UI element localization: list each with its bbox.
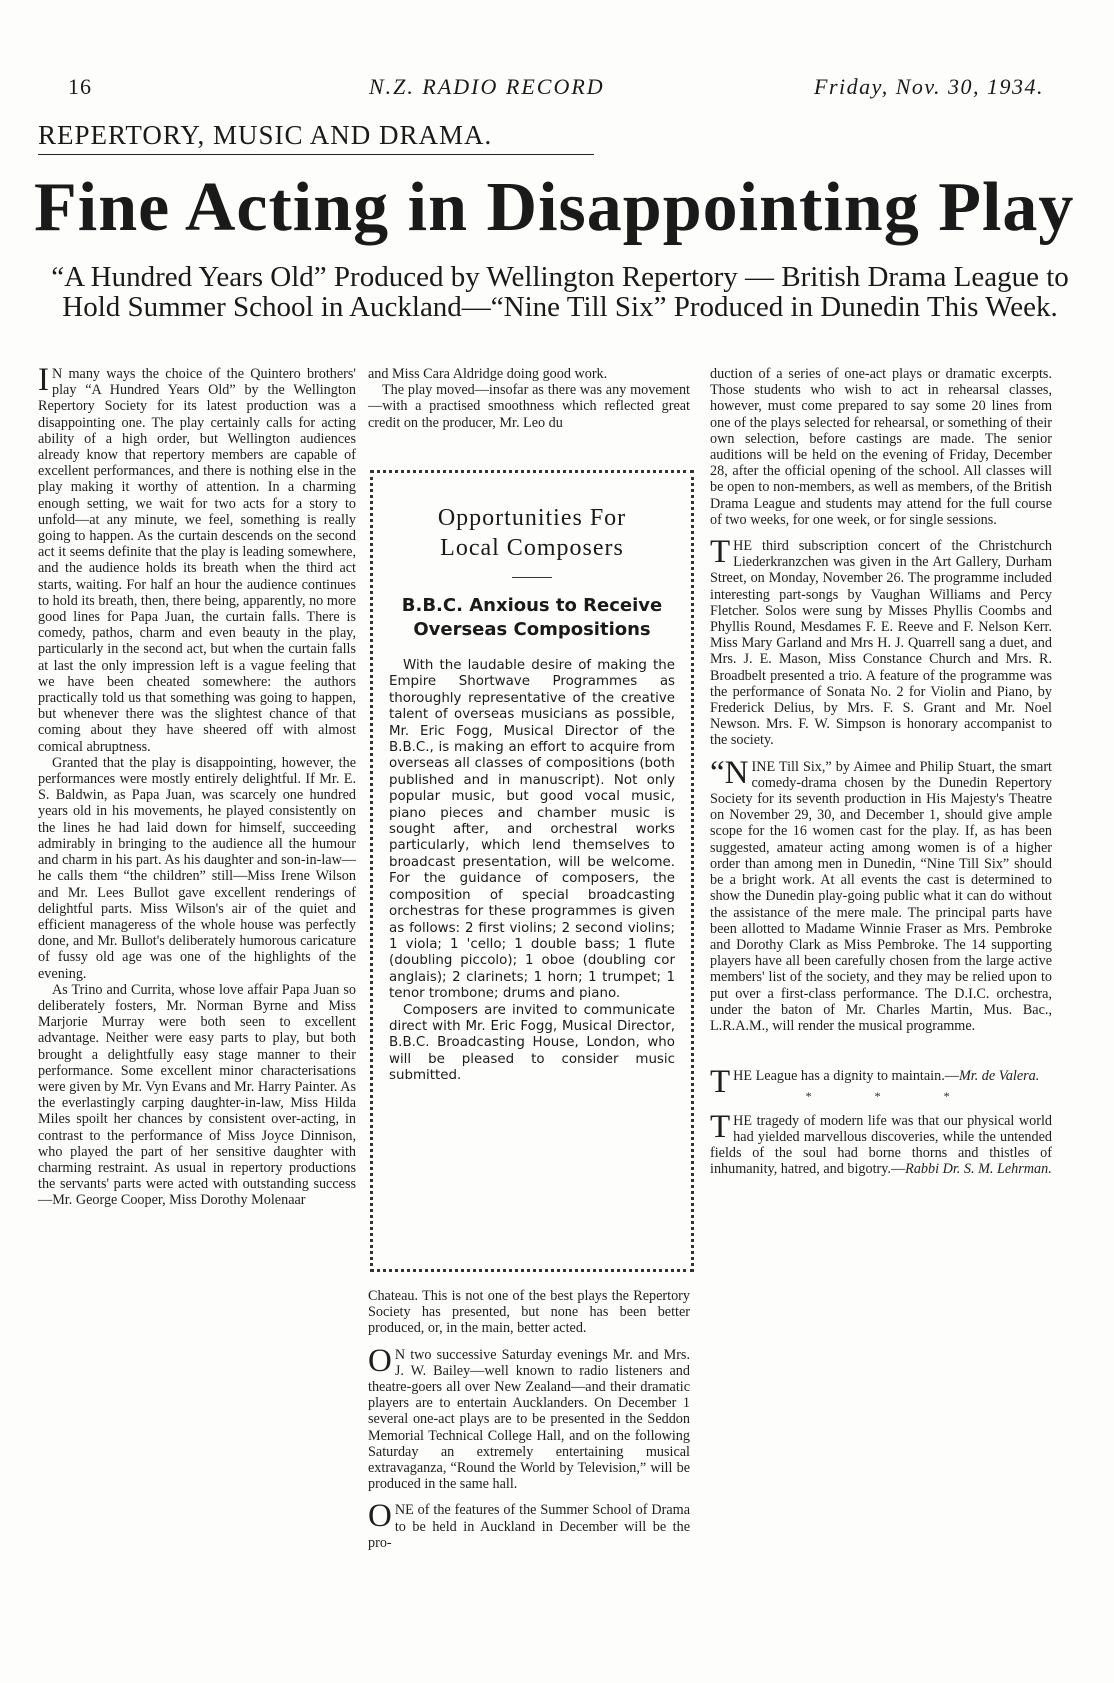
drop-cap: I (38, 362, 49, 398)
article-paragraph: and Miss Cara Aldridge doing good work. (368, 366, 608, 382)
article-paragraph: “NINE Till Six,” by Aimee and Philip Stuart, the smart comedy-drama chosen by the Dunedin Repertory Society for its seventh production in His Majesty's Theatre on November 29, 30, and December 1, should give ample scope for the 16 women cast for the play. If, as has been suggested, amateur acting among women is of a higher order than among men in Dunedin, “Nine Till Six” should be a bright work. At all events the cast is determined to show the Dunedin play-going public what it can do without the assistance of the mere male. The principal parts have been allotted to Madame Winnie Fraser as Mrs. Pembroke and Dorothy Clark as Miss Pembroke. The 14 supporting players have all been carefully chosen from the large active members' list of the society, and they may be relied upon to put over a first-class performance. The D.I.C. orchestra, under the baton of Mr. Charles Martin, Mus. Bac., L.R.A.M., will render the musical programme. (710, 754, 1052, 1034)
quote-paragraph: THE tragedy of modern life was that our physical world had yielded marvellous discoveries, while the untended fields of the soul had borne thorns and thistles of inhumanity, hatred, and bigotry.—Rabbi Dr. S. M. Lehrman. (710, 1108, 1052, 1178)
article-paragraph: O N two successive Saturday evenings Mr. and Mrs. J. W. Bailey—well known to radio listeners and theatre-goers all over New Zealand—and their dramatic players are to entertain Aucklanders. On December 1 several one-act plays are to be presented in the Seddon Memorial Technical College Hall, and on the following Saturday an extremely entertaining musical extravaganza, “Round the World by Television,” will be produced in the same hall. (368, 1342, 690, 1493)
drop-cap: T (710, 534, 731, 571)
column-2-top (368, 366, 690, 431)
article-paragraph: I N many ways the choice of the Quintero brothers' play “A Hundred Years Old” by the Wellington Repertory Society for its latest production was a disappointing one. The play certainly calls for acting ability of a high order, but Wellington audiences already know that repertory members are capable of excellent performances, and there is nothing else in the play making it worthy of attention. In a charming enough setting, we wait for two acts for a story to unfold—at any minute, we feel, something is really going to happen. As the curtain descends on the second act it seems definite that the play is leading somewhere, and the audience holds its breath when the third act starts, waiting. For half an hour the audience continues to hold its breath, then, there being, apparently, no more good lines for Papa Juan, the curtain falls. There is comedy, pathos, charm and even beauty in the play, particularly in the second act, but when the curtain falls at last the only impression left is a vague feeling that we have been cheated somewhere: the authors practically told us that something was going to happen, but whenever there was the slightest chance of that coming about they have sheered off with almost comical abruptness. (38, 362, 356, 755)
column-3 (710, 366, 1052, 1177)
drop-cap: “N (710, 754, 749, 791)
article-paragraph: Chateau. This is not one of the best plays the Repertory Society has presented, but none has been better produced, or, in the main, better acted. (368, 1288, 690, 1337)
box-body (389, 658, 675, 1085)
article-paragraph: Granted that the play is disappointing, however, the performances were mostly entirely delightful. If Mr. E. S. Baldwin, as Papa Juan, was scarcely one hundred years old in his movements, he played consistently on the lines he had laid down for himself, succeeding admirably in bringing to the audience all the humour and charm in his part. As his daughter and son-in-law—he calls them “the children” still—Miss Irene Wilson and Mr. Lees Bullot gave excellent renderings of delightful parts. Miss Wilson's air of the quiet and efficient manageress of the whole house was perfectly done, and Mr. Bullot's deliberately humorous caricature of fussy old age was one of the highlights of the evening. (38, 754, 356, 982)
box-paragraph: Composers are invited to communicate direct with Mr. Eric Fogg, Musical Director, B.B.C. Broadcasting House, London, who will be pleased to consider music submitted. (389, 1002, 675, 1084)
section-heading: REPERTORY, MUSIC AND DRAMA. (38, 120, 493, 150)
quote-attribution: Mr. de Valera. (958, 1068, 1040, 1085)
drop-cap: T (710, 1108, 731, 1145)
box-subtitle: B.B.C. Anxious to Receive Overseas Compositions (401, 595, 663, 640)
column-2-bottom (368, 1288, 690, 1551)
column-1 (38, 362, 356, 1209)
article-paragraph: duction of a series of one-act plays or dramatic excerpts. Those students who wish to act in rehearsal classes, however, must come prepared to say some 20 lines from one of the plays selected for rehearsal, or something of their own selection, before castings are made. The senior auditions will be held on the evening of Friday, December 28, after the official opening of the school. All classes will be open to non-members, as well as members, of the British Drama League and students may attend for the full course of two weeks, for one week, or for single sessions. (710, 366, 1052, 528)
subheadline: “A Hundred Years Old” Produced by Wellington Repertory — British Drama League to Hold Summer School in Auckland—“Nine Till Six” Produced in Dunedin This Week. (51, 261, 1069, 323)
box-title: Opportunities For Local Composers (437, 505, 627, 561)
section-rule (38, 154, 594, 155)
headline: Fine Acting in Disappointing Play (34, 169, 1075, 246)
page-number: 16 (68, 74, 92, 99)
composers-box (370, 470, 694, 1272)
drop-cap: O (368, 1498, 392, 1535)
drop-cap: T (710, 1064, 731, 1101)
page-header (64, 74, 1044, 108)
quote-paragraph: THE League has a dignity to maintain.—Mr. de Valera. (710, 1064, 1040, 1101)
drop-cap: O (368, 1342, 392, 1379)
article-paragraph: As Trino and Currita, whose love affair Papa Juan so deliberately fosters, Mr. Norman Byrne and Miss Marjorie Murray were both seen to excellent advantage. Neither were easy parts to play, but both brought a delightfully easy stage manner to their performance. Some excellent minor characterisations were given by Mr. Vyn Evans and Mr. Harry Painter. As the everlastingly carping daughter-in-law, Miss Hilda Miles spoilt her chances by consistent over-acting, in contrast to the performance of Miss Joyce Dinnison, who played the part of her sensitive daughter with charming restraint. As usual in repertory productions the servants' parts were acted with outstanding success—Mr. George Cooper, Miss Dorothy Molenaar (38, 981, 356, 1209)
article-paragraph: THE third subscription concert of the Christchurch Liederkranzchen was given in the Art Gallery, Durham Street, on Monday, November 26. The programme included interesting part-songs by Vaughan Williams and Percy Fletcher. Solos were sung by Misses Phyllis Coombs and Phyllis Round, Mesdames F. E. Reeve and F. Nelson Kerr. Miss Mary Garland and Mrs H. J. Quarrell sang a duet, and Mrs. J. E. Mason, Miss Constance Church and Mrs. R. Broadbelt presented a trio. A feature of the programme was the performance of Sonata No. 2 for Violin and Piano, by Frederick Delius, by Mrs. F. S. Grant and Mr. Noel Newson. Mrs. F. W. Simpson is honorary accompanist to the society. (710, 534, 1052, 749)
quote-attribution: Rabbi Dr. S. M. Lehrman. (905, 1161, 1052, 1178)
article-paragraph: ONE of the features of the Summer School of Drama to be held in Auckland in December will be the pro- (368, 1498, 690, 1551)
box-rule (512, 577, 552, 578)
publication-name: N.Z. RADIO RECORD (369, 74, 605, 99)
article-paragraph: The play moved—insofar as there was any movement—with a practised smoothness which reflected great credit on the producer, Mr. Leo du (368, 382, 690, 431)
issue-date: Friday, Nov. 30, 1934. (814, 74, 1044, 99)
separator-stars: * * * (805, 1089, 980, 1104)
box-paragraph: With the laudable desire of making the Empire Shortwave Programmes as thoroughly representative of the creative talent of overseas musicians as possible, Mr. Eric Fogg, Musical Director of the B.B.C., is making an effort to acquire from overseas all classes of compositions (both published and in manuscript). Not only popular music, but good vocal music, piano pieces and chamber music is sought after, and orchestral works particularly, which lend themselves to broadcast presentation, will be welcome. For the guidance of composers, the composition of special broadcasting orchestras for these programmes is given as follows: 2 first violins; 2 second violins; 1 viola; 1 'cello; 1 double bass; 1 flute (doubling piccolo); 1 oboe (doubling cor anglais); 2 clarinets; 1 horn; 1 trumpet; 1 tenor trombone; drums and piano. (389, 658, 675, 1002)
